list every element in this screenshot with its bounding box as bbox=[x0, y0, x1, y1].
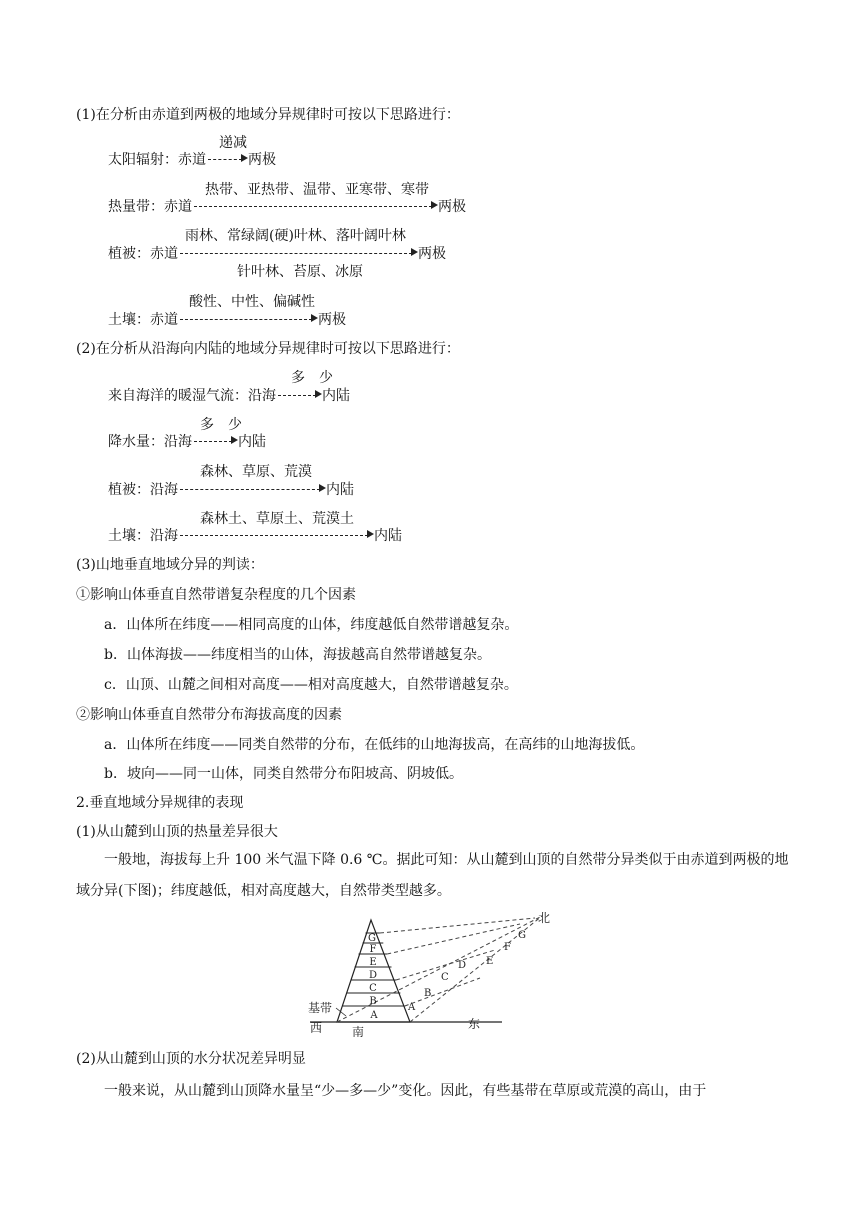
band-label-inner: E bbox=[369, 957, 377, 968]
flow-to: 内陆 bbox=[326, 482, 354, 498]
part2-h1: (1)从山麓到山顶的热量差异很大 bbox=[76, 824, 278, 840]
arrow-icon bbox=[180, 319, 312, 322]
sec3-a2: a．山体所在纬度——同类自然带的分布，在低纬的山地海拔高，在高纬的山地海拔低。 bbox=[104, 737, 645, 753]
band-label-inner: D bbox=[368, 970, 378, 981]
flow-soil2-above: 森林土、草原土、荒漠土 bbox=[200, 511, 354, 527]
sec1-heading: (1)在分析由赤道到两极的地域分异规律时可按以下思路进行： bbox=[76, 107, 460, 123]
arrow-icon bbox=[278, 395, 316, 398]
flow-to: 两极 bbox=[418, 246, 446, 262]
sec3-sub1: ①影响山体垂直自然带谱复杂程度的几个因素 bbox=[76, 587, 356, 603]
flow-air bbox=[108, 387, 350, 405]
band-label-inner: A bbox=[370, 1010, 378, 1021]
flow-from: 沿海 bbox=[248, 388, 276, 404]
flow-from: 赤道 bbox=[150, 312, 178, 328]
flow-soil2 bbox=[108, 527, 402, 545]
flow-from: 赤道 bbox=[178, 152, 206, 168]
part2-heading: 2.垂直地域分异规律的表现 bbox=[76, 795, 244, 811]
part2-p1: 一般地，海拔每上升 100 米气温下降 0.6 ℃。据此可知：从山麓到山顶的自然带分异类似于由赤道到两极的地域分异(下图)；纬度越低，相对高度越大，自然带类型越多。 bbox=[76, 852, 789, 899]
flow-label: 植被： bbox=[108, 246, 150, 262]
flow-from: 赤道 bbox=[150, 246, 178, 262]
band-label-outer: D bbox=[458, 960, 467, 971]
sec2-heading: (2)在分析从沿海向内陆的地域分异规律时可按以下思路进行： bbox=[76, 341, 460, 357]
flow-rain-above: 多 少 bbox=[200, 417, 242, 433]
band-label-outer: B bbox=[424, 988, 432, 999]
flow-from: 沿海 bbox=[150, 482, 178, 498]
flow-soil bbox=[108, 311, 346, 329]
arrow-icon bbox=[180, 489, 320, 492]
band-label-inner: G bbox=[368, 933, 376, 944]
flow-soil-above: 酸性、中性、偏碱性 bbox=[189, 294, 315, 310]
flow-veg bbox=[108, 245, 446, 263]
part2-p2: 一般来说，从山麓到山顶降水量呈“少—多—少”变化。因此，有些基带在草原或荒漠的高山，由于 bbox=[104, 1083, 707, 1099]
flow-to: 两极 bbox=[438, 199, 466, 215]
flow-label: 植被： bbox=[108, 482, 150, 498]
label-west: 西 bbox=[310, 1021, 323, 1035]
label-north: 北 bbox=[538, 911, 551, 925]
sec3-heading: (3)山地垂直地域分异的判读： bbox=[76, 557, 264, 573]
arrow-icon bbox=[208, 159, 242, 162]
band-label-outer: A bbox=[408, 1002, 416, 1013]
flow-rain bbox=[108, 433, 266, 451]
flow-heat-above: 热带、亚热带、温带、亚寒带、寒带 bbox=[205, 182, 429, 198]
flow-label: 土壤： bbox=[108, 528, 150, 544]
arrow-icon bbox=[194, 441, 232, 444]
part2-h2: (2)从山麓到山顶的水分状况差异明显 bbox=[76, 1051, 306, 1067]
arrow-icon bbox=[180, 253, 412, 256]
flow-air-above: 多 少 bbox=[291, 370, 333, 386]
flow-to: 两极 bbox=[248, 152, 276, 168]
sec3-a1: a．山体所在纬度——相同高度的山体，纬度越低自然带谱越复杂。 bbox=[104, 617, 519, 633]
vertical-zonation-figure bbox=[280, 908, 570, 1038]
label-east: 东 bbox=[468, 1017, 481, 1031]
band-label-outer: G bbox=[518, 930, 526, 941]
label-south: 南 bbox=[352, 1025, 365, 1038]
band-label-outer: C bbox=[441, 972, 449, 983]
flow-from: 赤道 bbox=[164, 199, 192, 215]
flow-to: 内陆 bbox=[322, 388, 350, 404]
flow-from: 沿海 bbox=[150, 528, 178, 544]
band-label-inner: B bbox=[369, 996, 377, 1007]
flow-solar bbox=[108, 151, 276, 169]
flow-from: 沿海 bbox=[164, 434, 192, 450]
sec3-sub2: ②影响山体垂直自然带分布海拔高度的因素 bbox=[76, 707, 342, 723]
flow-veg-above: 雨林、常绿阔(硬)叶林、落叶阔叶林 bbox=[185, 228, 406, 244]
flow-label: 土壤： bbox=[108, 312, 150, 328]
band-label-outer: E bbox=[486, 956, 494, 967]
flow-label: 热量带： bbox=[108, 199, 164, 215]
label-base-band: 基带 bbox=[308, 1001, 333, 1015]
arrow-icon bbox=[180, 535, 368, 538]
flow-veg2 bbox=[108, 481, 354, 499]
sec3-b2: b．坡向——同一山体，同类自然带分布阳坡高、阴坡低。 bbox=[104, 766, 463, 782]
arrow-icon bbox=[194, 206, 432, 209]
flow-label: 来自海洋的暖湿气流： bbox=[108, 388, 248, 404]
sec3-c1: c．山顶、山麓之间相对高度——相对高度越大，自然带谱越复杂。 bbox=[104, 677, 518, 693]
flow-veg2-above: 森林、草原、荒漠 bbox=[200, 464, 312, 480]
flow-to: 两极 bbox=[318, 312, 346, 328]
band-label-inner: F bbox=[369, 944, 377, 955]
flow-solar-above: 递减 bbox=[219, 135, 247, 151]
band-label-outer: F bbox=[504, 942, 511, 953]
flow-heat bbox=[108, 198, 466, 216]
flow-label: 太阳辐射： bbox=[108, 152, 178, 168]
band-label-inner: C bbox=[369, 983, 377, 994]
flow-label: 降水量： bbox=[108, 434, 164, 450]
flow-to: 内陆 bbox=[238, 434, 266, 450]
flow-to: 内陆 bbox=[374, 528, 402, 544]
flow-veg-below: 针叶林、苔原、冰原 bbox=[237, 264, 363, 280]
sec3-b1: b．山体海拔——纬度相当的山体，海拔越高自然带谱越复杂。 bbox=[104, 647, 491, 663]
